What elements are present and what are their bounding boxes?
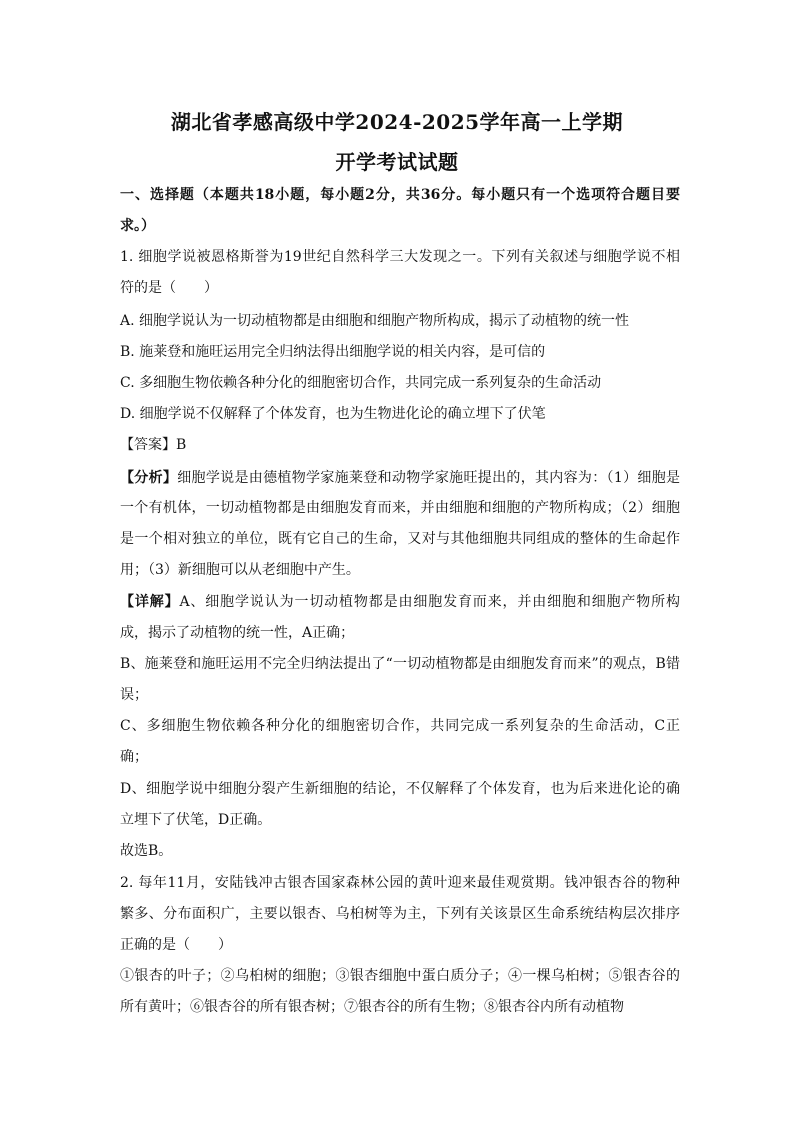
question-2-items: ①银杏的叶子；②乌桕树的细胞；③银杏细胞中蛋白质分子；④一棵乌桕树；⑤银杏谷的	[120, 968, 680, 984]
document-subtitle: 开学考试试题	[335, 150, 459, 174]
detail-label: 【详解】	[120, 594, 180, 610]
detail-line: B、施莱登和施旺运用不完全归纳法提出了“一切动植物都是由细胞发育而来”的观点，B错	[120, 656, 680, 672]
detail-line: C、多细胞生物依赖各种分化的细胞密切合作，共同完成一系列复杂的生命活动，C正	[120, 718, 680, 734]
section-heading-cont: 求。）	[120, 218, 155, 234]
detail-line: 立埋下了伏笔，D正确。	[120, 812, 272, 828]
question-1-option-d: D. 细胞学说不仅解释了个体发育，也为生物进化论的确立埋下了伏笔	[120, 406, 546, 422]
question-1-analysis	[120, 470, 680, 486]
section-heading: 一、选择题（本题共18小题，每小题2分，共36分。每小题只有一个选项符合题目要	[120, 187, 680, 203]
document-title: 湖北省孝感高级中学2024-2025学年高一上学期	[170, 110, 624, 134]
detail-line: D、细胞学说中细胞分裂产生新细胞的结论，不仅解释了个体发育，也为后来进化论的确	[120, 781, 680, 797]
question-1-option-b: B. 施莱登和施旺运用完全归纳法得出细胞学说的相关内容，是可信的	[120, 344, 546, 360]
question-2-items-cont: 所有黄叶；⑥银杏谷的所有银杏树；⑦银杏谷的所有生物；⑧银杏谷内所有动植物	[120, 999, 624, 1015]
detail-text: A、细胞学说认为一切动植物都是由细胞发育而来，并由细胞和细胞产物所构	[179, 594, 681, 610]
analysis-text: 细胞学说是由德植物学家施莱登和动物学家施旺提出的，其内容为：（1）细胞是	[177, 470, 681, 486]
analysis-line: 是一个相对独立的单位，既有它自己的生命，又对与其他细胞共同组成的整体的生命起作	[120, 531, 680, 547]
detail-line: 成，揭示了动植物的统一性，A正确；	[120, 625, 355, 641]
question-2-stem-cont: 繁多、分布面积广，主要以银杏、乌桕树等为主，下列有关该景区生命系统结构层次排序	[120, 906, 680, 922]
detail-line: 确；	[120, 749, 148, 765]
question-2-stem: 2. 每年11月，安陆钱冲古银杏国家森林公园的黄叶迎来最佳观赏期。钱冲银杏谷的物种	[120, 875, 680, 891]
detail-line: 误；	[120, 687, 148, 703]
question-1-option-a: A. 细胞学说认为一切动植物都是由细胞和细胞产物所构成，揭示了动植物的统一性	[120, 313, 630, 329]
question-1-answer: 【答案】B	[120, 437, 187, 453]
analysis-line: 一个有机体，一切动植物都是由细胞发育而来，并由细胞和细胞的产物所构成；（2）细胞	[120, 500, 680, 516]
detail-conclusion: 故选B。	[120, 843, 173, 859]
question-1-option-c: C. 多细胞生物依赖各种分化的细胞密切合作，共同完成一系列复杂的生命活动	[120, 375, 602, 391]
analysis-line: 用；（3）新细胞可以从老细胞中产生。	[120, 562, 360, 578]
question-1-detail	[120, 594, 680, 610]
question-1-stem-cont: 符的是（ ）	[120, 280, 218, 296]
question-2-stem-cont: 正确的是（ ）	[120, 937, 232, 953]
question-1-stem: 1. 细胞学说被恩格斯誉为19世纪自然科学三大发现之一。下列有关叙述与细胞学说不相	[120, 249, 680, 265]
analysis-label: 【分析】	[120, 470, 178, 486]
